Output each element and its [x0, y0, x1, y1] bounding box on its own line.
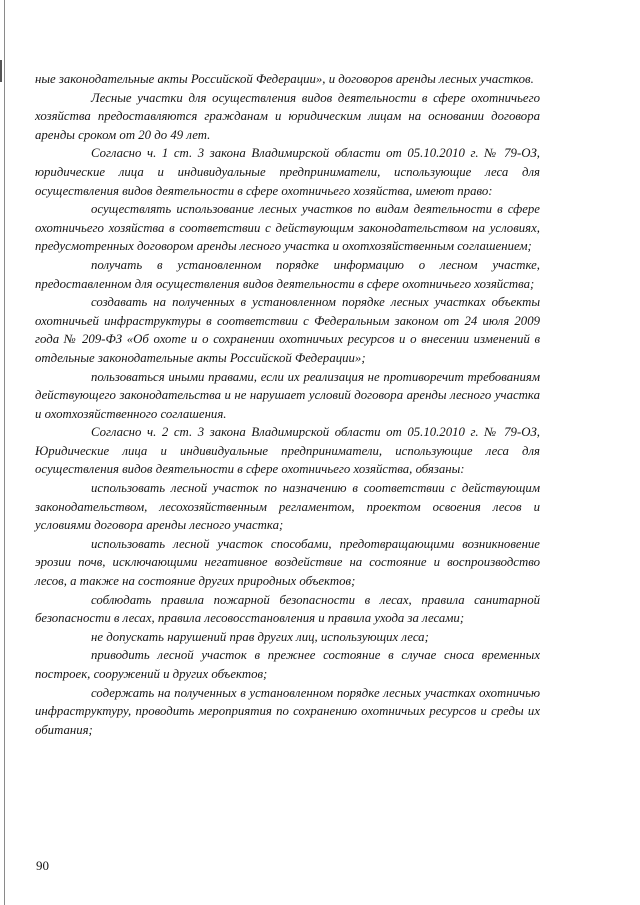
paragraph-right-infrastructure: создавать на полученных в установленном порядке лесных участках объекты охотничьей инфраструктуры в соответствии с Федеральным законом от 24 июля 2009 года № 209-ФЗ «Об охоте и о сохранении охотничьих ресурсов и о внесении изменений в отдельные законодательные акты Российской Федерации»;: [35, 295, 540, 365]
binding-mark: [0, 60, 2, 82]
paragraph-obligation-safety: соблюдать правила пожарной безопасности в лесах, правила санитарной безопасности в лесах, правила лесовосстановления и правила ухода за лесами;: [35, 592, 540, 626]
paragraph-obligation-maintain: содержать на полученных в установленном порядке лесных участках охотничью инфраструктуру, проводить мероприятия по сохранению охотничьих ресурсов и среды их обитания;: [35, 685, 540, 737]
paragraph-continuation: ные законодательные акты Российской Федерации», и договоров аренды лесных участков.: [35, 72, 534, 86]
paragraph-right-use: осуществлять использование лесных участков по видам деятельности в сфере охотничьего хозяйства в соответствии с действующим законодательством на условиях, предусмотренных договором аренды лесного участка и охотхозяйственным соглашением;: [35, 202, 540, 254]
page-binding-edge: [4, 0, 5, 905]
page-number: 90: [36, 858, 49, 873]
paragraph-right-information: получать в установленном порядке информацию о лесном участке, предоставленном для осуществления видов деятельности в сфере охотничьего хозяйства;: [35, 257, 540, 291]
paragraph-obligation-purpose: использовать лесной участок по назначению в соответствии с действующим законодательством, лесохозяйственным регламентом, проектом освоения лесов и условиями договора аренды лесного участка;: [35, 481, 540, 533]
paragraph-obligation-restore: приводить лесной участок в прежнее состояние в случае сноса временных построек, сооружений и других объектов;: [35, 648, 540, 681]
paragraph-obligation-methods: использовать лесной участок способами, предотвращающими возникновение эрозии почв, исключающими негативное воздействие на состояние и воспроизводство лесов, а также на состояние других природных объектов;: [35, 536, 540, 589]
paragraph-right-other: пользоваться иными правами, если их реализация не противоречит требованиям действующего законодательства и не нарушает условий договора аренды лесного участка и охотхозяйственного соглашения.: [35, 369, 540, 421]
paragraph-obligations-intro: Согласно ч. 2 ст. 3 закона Владимирской области от 05.10.2010 г. № 79-ОЗ, Юридические лица и индивидуальные предприниматели, использующие леса для осуществления видов деятельности в сфере охотничьего хозяйства, обязаны:: [35, 425, 540, 477]
paragraph-lease-terms: Лесные участки для осуществления видов деятельности в сфере охотничьего хозяйства предоставляются гражданам и юридическим лицам на основании договора аренды сроком от 20 до 49 лет.: [35, 90, 540, 142]
paragraph-obligation-rights: не допускать нарушений прав других лиц, использующих леса;: [91, 629, 429, 644]
paragraph-rights-intro: Согласно ч. 1 ст. 3 закона Владимирской области от 05.10.2010 г. № 79-ОЗ, юридические лица и индивидуальные предприниматели, использующие леса для осуществления видов деятельности в сфере охотничьего хозяйства, имеют право:: [35, 146, 540, 198]
page-text-body: [35, 70, 540, 739]
